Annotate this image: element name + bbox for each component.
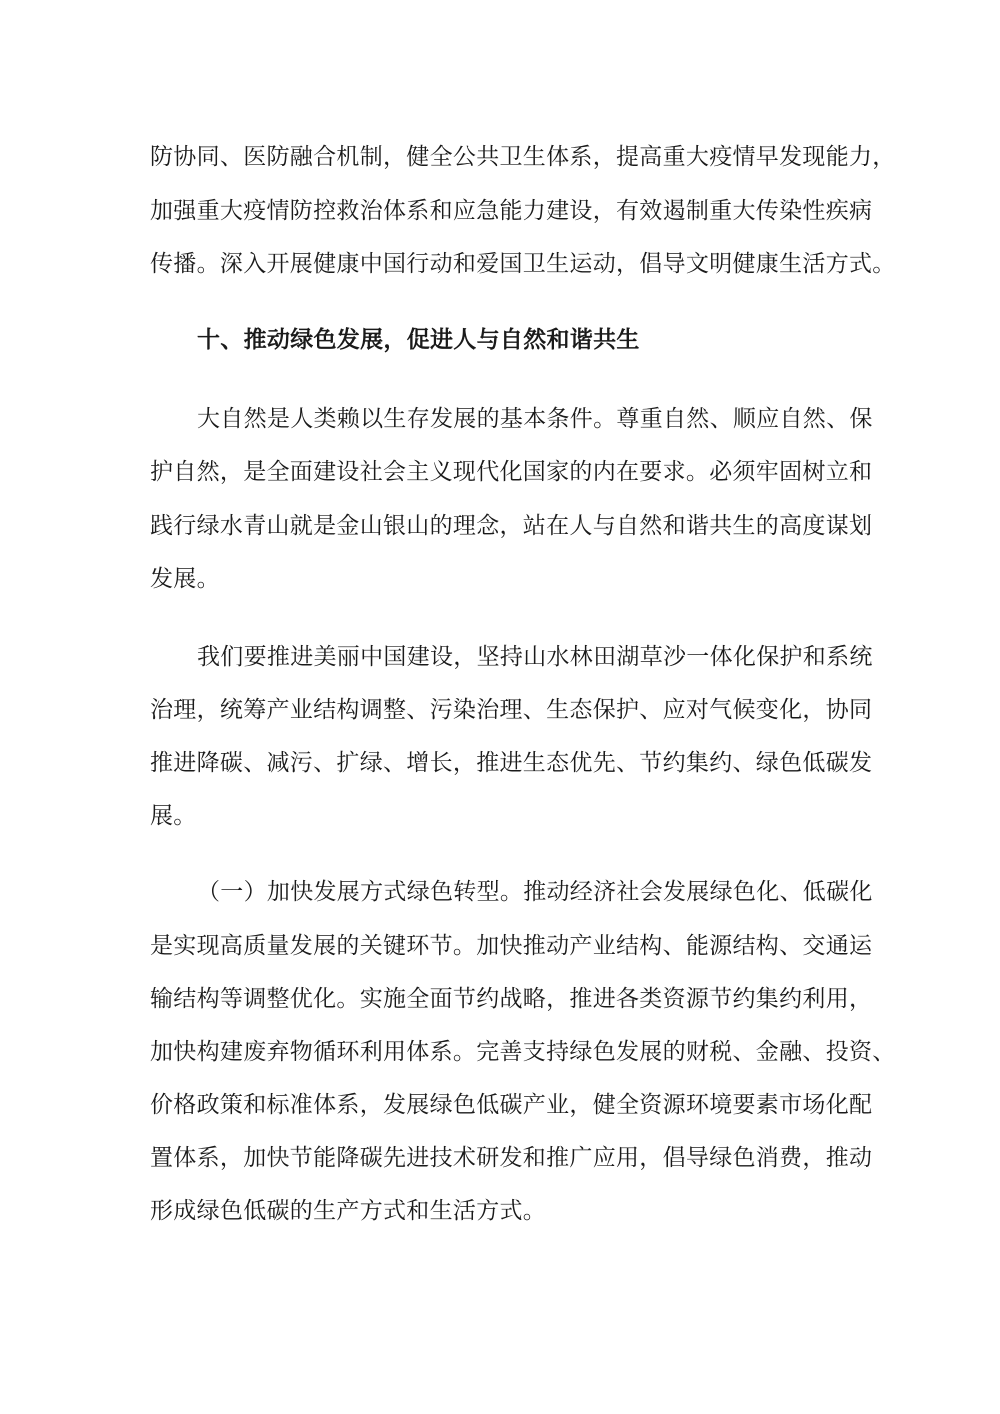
section-heading: 十、推动绿色发展，促进人与自然和谐共生 <box>197 327 640 353</box>
paragraph-line: 输结构等调整优化。实施全面节约战略，推进各类资源节约集约利用， <box>150 986 873 1012</box>
paragraph-line: （一）加快发展方式绿色转型。推动经济社会发展绿色化、低碳化 <box>197 879 873 905</box>
paragraph-line: 加快构建废弃物循环利用体系。完善支持绿色发展的财税、金融、投资、 <box>150 1039 896 1065</box>
paragraph-line: 加强重大疫情防控救治体系和应急能力建设，有效遏制重大传染性疾病 <box>150 198 873 224</box>
paragraph-line: 大自然是人类赖以生存发展的基本条件。尊重自然、顺应自然、保 <box>197 406 873 432</box>
paragraph-line: 防协同、医防融合机制，健全公共卫生体系，提高重大疫情早发现能力， <box>150 144 896 170</box>
paragraph-line: 传播。深入开展健康中国行动和爱国卫生运动，倡导文明健康生活方式。 <box>150 251 896 277</box>
paragraph-line: 护自然，是全面建设社会主义现代化国家的内在要求。必须牢固树立和 <box>150 459 873 485</box>
paragraph-line: 形成绿色低碳的生产方式和生活方式。 <box>150 1198 547 1224</box>
paragraph-line: 价格政策和标准体系，发展绿色低碳产业，健全资源环境要素市场化配 <box>150 1092 873 1118</box>
paragraph-line: 发展。 <box>150 566 220 592</box>
paragraph-line: 推进降碳、减污、扩绿、增长，推进生态优先、节约集约、绿色低碳发 <box>150 750 873 776</box>
paragraph-line: 我们要推进美丽中国建设，坚持山水林田湖草沙一体化保护和系统 <box>197 644 873 670</box>
paragraph-line: 置体系，加快节能降碳先进技术研发和推广应用，倡导绿色消费，推动 <box>150 1145 873 1171</box>
paragraph-line: 治理，统筹产业结构调整、污染治理、生态保护、应对气候变化，协同 <box>150 697 873 723</box>
paragraph-line: 践行绿水青山就是金山银山的理念，站在人与自然和谐共生的高度谋划 <box>150 513 873 539</box>
paragraph-line: 展。 <box>150 803 197 829</box>
paragraph-line: 是实现高质量发展的关键环节。加快推动产业结构、能源结构、交通运 <box>150 933 873 959</box>
